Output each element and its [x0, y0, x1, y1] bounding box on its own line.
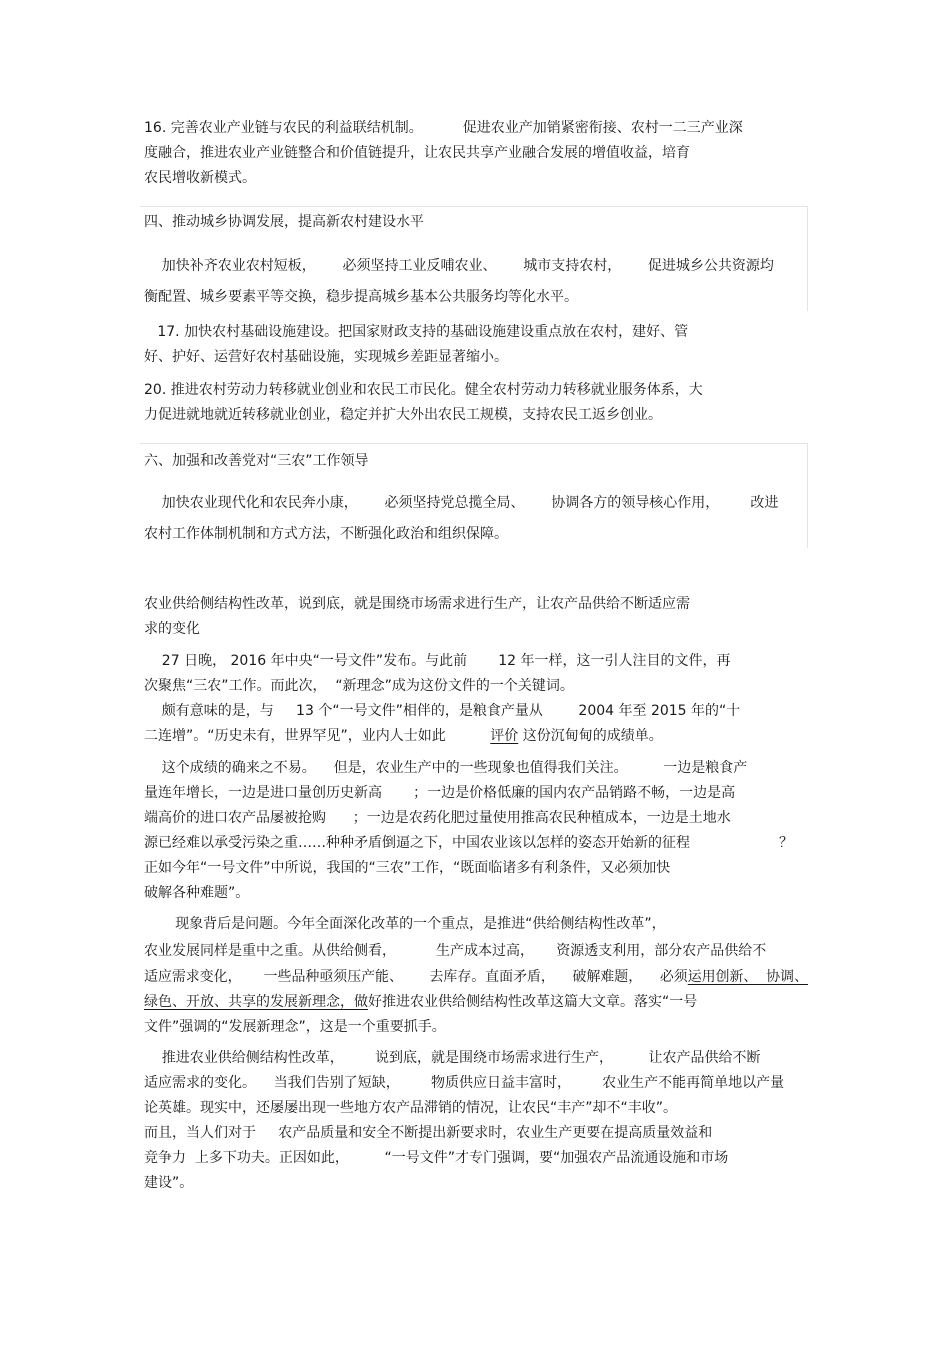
text-line	[144, 1073, 784, 1093]
text-line-content: 六、加强和改善党对“三农”工作领导	[144, 453, 369, 469]
text-line-continuation: 这份沉甸甸的成绩单。	[518, 728, 663, 744]
text-line-content: 颇有意味的是，与 13 个“一号文件”相伴的，是粮食产量从 2004 年至 2015 年的“十	[144, 703, 741, 719]
text-line	[144, 1173, 193, 1193]
text-line-content: 竞争力 上多下功夫。正因如此， “一号文件”才专门强调，要“加强农产品流通设施和市场	[144, 1150, 729, 1166]
text-line-content: 好、护好、运营好农村基础设施，实现城乡差距显著缩小。	[144, 349, 508, 365]
text-line	[144, 783, 735, 803]
text-line	[144, 676, 574, 696]
text-line-content: 农业发展同样是重中之重。从供给侧看， 生产成本过高， 资源透支利用，部分农产品供给不	[144, 943, 767, 959]
text-line-content: 这个成绩的确来之不易。 但是，农业生产中的一些现象也值得我们关注。 一边是粮食产	[144, 760, 748, 776]
text-line	[144, 524, 508, 544]
text-line	[144, 256, 774, 276]
text-line	[144, 1148, 728, 1168]
text-line	[144, 380, 703, 400]
text-line	[144, 1098, 677, 1118]
text-line	[144, 322, 688, 342]
text-line	[144, 143, 690, 163]
text-line	[144, 405, 662, 425]
text-line	[144, 967, 808, 987]
text-line	[144, 347, 508, 367]
text-line	[144, 701, 740, 721]
text-line-content: 求的变化	[144, 621, 200, 637]
text-line-content: 农村工作体制机制和方式方法，不断强化政治和组织保障。	[144, 526, 508, 542]
text-line	[144, 118, 743, 138]
text-line-content: 农民增收新模式。	[144, 170, 256, 186]
underlined-text: 评价	[490, 728, 519, 744]
text-line	[144, 808, 731, 828]
text-line-content: 度融合，推进农业产业链整合和价值链提升，让农民共享产业融合发展的增值收益，培育	[144, 145, 690, 161]
text-line	[144, 758, 747, 778]
text-line-content: 衡配置、城乡要素平等交换，稳步提高城乡基本公共服务均等化水平。	[144, 289, 578, 305]
text-line-content: 适应需求变化， 一些品种亟须压产能、 去库存。直面矛盾， 破解难题， 必须	[144, 969, 688, 985]
text-line-content: 量连年增长，一边是进口量创历史新高 ；一边是价格低廉的国内农产品销路不畅，一边是高	[144, 785, 736, 801]
text-line-content: 正如今年“一号文件”中所说，我国的“三农”工作，“既面临诸多有利条件，又必须加快	[144, 860, 671, 876]
text-line	[144, 451, 369, 471]
text-line	[144, 883, 249, 903]
text-line	[144, 1017, 446, 1037]
text-line-content: 加快农业现代化和农民奔小康， 必须坚持党总揽全局、 协调各方的领导核心作用， 改进	[144, 495, 779, 511]
text-line-content: 农业供给侧结构性改革，说到底，就是围绕市场需求进行生产，让农产品供给不断适应需	[144, 596, 690, 612]
text-line	[144, 168, 256, 188]
text-line	[144, 858, 670, 878]
text-line-content: 二连增”。“历史未有，世界罕见”，业内人士如此	[144, 728, 491, 744]
text-line-content: 力促进就地就近转移就业创业，稳定并扩大外出农民工规模，支持农民工返乡创业。	[144, 407, 662, 423]
text-line	[144, 493, 778, 513]
text-line-content: 文件”强调的“发展新理念”，这是一个重要抓手。	[144, 1019, 446, 1035]
text-line-content: 现象背后是问题。今年全面深化改革的一个重点，是推进“供给侧结构性改革”，	[144, 916, 666, 932]
text-line-content: 而且，当人们对于 农产品质量和安全不断提出新要求时，农业生产更要在提高质量效益和	[144, 1125, 713, 1141]
text-line	[144, 212, 424, 232]
text-line	[144, 914, 666, 934]
text-line-content: 适应需求的变化。 当我们告别了短缺， 物质供应日益丰富时， 农业生产不能再简单地以产量	[144, 1075, 785, 1091]
text-line	[144, 1048, 761, 1068]
text-line	[144, 619, 200, 639]
underlined-text: 绿色、开放、共享的发展新理念，做	[144, 994, 368, 1010]
text-line-content: 加快补齐农业农村短板， 必须坚持工业反哺农业、 城市支持农村， 促进城乡公共资源均	[144, 258, 774, 274]
text-line	[144, 833, 793, 853]
text-line	[144, 941, 766, 961]
text-line	[144, 594, 690, 614]
text-line-content: 论英雄。现实中，还屡屡出现一些地方农产品滞销的情况，让农民“丰产”却不“丰收”。	[144, 1100, 678, 1116]
text-line	[144, 1123, 712, 1143]
text-line-content: 27 日晚， 2016 年中央“一号文件”发布。与此前 12 年一样，这一引人注目的文件，再	[144, 653, 731, 669]
text-line-content: 16. 完善农业产业链与农民的利益联结机制。 促进农业产加销紧密衔接、农村一二三产业深	[144, 120, 743, 136]
text-line-content: 推进农业供给侧结构性改革， 说到底，就是围绕市场需求进行生产， 让农产品供给不断	[144, 1050, 761, 1066]
underlined-text: 运用创新、 协调、	[687, 969, 808, 985]
text-line-content: 建设”。	[144, 1175, 194, 1191]
text-line-content: 四、推动城乡协调发展，提高新农村建设水平	[144, 214, 424, 230]
text-line-continuation: 好推进农业供给侧结构性改革这篇大文章。落实“一号	[368, 994, 698, 1010]
text-line-content: 20. 推进农村劳动力转移就业创业和农民工市民化。健全农村劳动力转移就业服务体系，大	[144, 382, 703, 398]
text-line	[144, 287, 578, 307]
text-line-content: 破解各种难题”。	[144, 885, 250, 901]
text-line	[144, 992, 697, 1012]
text-line-content: 源已经难以承受污染之重……种种矛盾倒逼之下，中国农业该以怎样的姿态开始新的征程 ？	[144, 835, 794, 851]
text-line	[144, 726, 663, 746]
text-line	[144, 651, 731, 671]
text-line-content: 17. 加快农村基础设施建设。把国家财政支持的基础设施建设重点放在农村，建好、管	[144, 324, 689, 340]
text-line-content: 次聚焦“三农”工作。而此次， “新理念”成为这份文件的一个关键词。	[144, 678, 574, 694]
text-line-content: 端高价的进口农产品屡被抢购 ；一边是农药化肥过量使用推高农民种植成本，一边是土地水	[144, 810, 731, 826]
